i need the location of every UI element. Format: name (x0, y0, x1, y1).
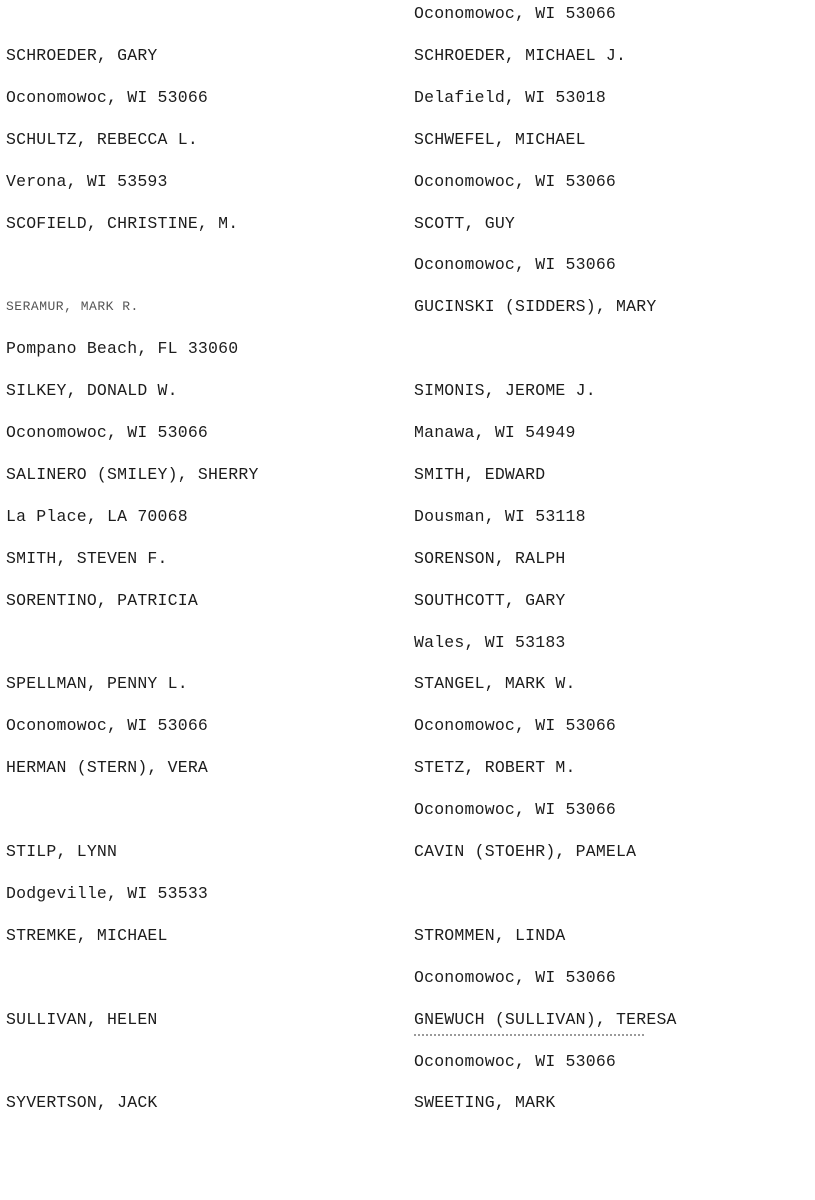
name-entry: SIMONIS, JEROME J. (414, 381, 596, 401)
name-entry: SCOFIELD, CHRISTINE, M. (6, 213, 239, 233)
name-entry: SORENSON, RALPH (414, 548, 566, 568)
address-entry: La Place, LA 70068 (6, 506, 188, 526)
name-entry: SOUTHCOTT, GARY (414, 590, 566, 610)
address-entry: Oconomowoc, WI 53066 (6, 716, 209, 736)
name-entry: STROMMEN, LINDA (414, 925, 566, 945)
address-entry: Verona, WI 53593 (6, 171, 168, 191)
address-entry: Pompano Beach, FL 33060 (6, 339, 239, 359)
name-entry: SERAMUR, MARK R. (6, 299, 139, 315)
address-entry: Wales, WI 53183 (414, 632, 566, 652)
name-entry: SCHROEDER, GARY (6, 45, 158, 65)
name-entry: CAVIN (STOEHR), PAMELA (414, 842, 637, 861)
address-entry: Dodgeville, WI 53533 (6, 883, 209, 903)
name-entry: STILP, LYNN (6, 842, 118, 861)
address-entry: Oconomowoc, WI 53066 (6, 87, 209, 107)
name-entry: SMITH, EDWARD (414, 464, 546, 484)
address-entry: Oconomowoc, WI 53066 (414, 716, 617, 736)
name-entry: SULLIVAN, HELEN (6, 1009, 158, 1029)
address-entry: Oconomowoc, WI 53066 (414, 967, 617, 987)
address-entry: Oconomowoc, WI 53066 (414, 255, 617, 275)
name-entry: SCHULTZ, REBECCA L. (6, 129, 198, 149)
address-entry: Delafield, WI 53018 (414, 87, 606, 107)
name-entry: STETZ, ROBERT M. (414, 758, 576, 778)
name-entry: SORENTINO, PATRICIA (6, 590, 198, 610)
name-entry: STANGEL, MARK W. (414, 674, 576, 694)
name-entry: SYVERTSON, JACK (6, 1093, 158, 1113)
address-entry: Oconomowoc, WI 53066 (414, 800, 617, 820)
name-entry: SWEETING, MARK (414, 1093, 556, 1113)
address-entry: Oconomowoc, WI 53066 (414, 1051, 617, 1071)
overprint-artifact (414, 1034, 644, 1042)
name-entry: SPELLMAN, PENNY L. (6, 674, 188, 694)
address-entry: Dousman, WI 53118 (414, 506, 586, 526)
name-entry: HERMAN (STERN), VERA (6, 758, 209, 778)
name-entry: GNEWUCH (SULLIVAN), TERESA (414, 1009, 677, 1029)
address-entry: Oconomowoc, WI 53066 (414, 4, 617, 23)
name-entry: SCOTT, GUY (414, 213, 516, 233)
address-entry: Manawa, WI 54949 (414, 423, 576, 442)
name-entry: SMITH, STEVEN F. (6, 548, 168, 568)
address-entry: Oconomowoc, WI 53066 (414, 171, 617, 191)
name-entry: STREMKE, MICHAEL (6, 925, 168, 945)
name-entry: SCHWEFEL, MICHAEL (414, 129, 586, 149)
address-entry: Oconomowoc, WI 53066 (6, 423, 209, 442)
name-entry: GUCINSKI (SIDDERS), MARY (414, 297, 657, 317)
name-entry: SCHROEDER, MICHAEL J. (414, 45, 627, 65)
name-entry: SILKEY, DONALD W. (6, 381, 178, 401)
name-entry: SALINERO (SMILEY), SHERRY (6, 464, 259, 484)
